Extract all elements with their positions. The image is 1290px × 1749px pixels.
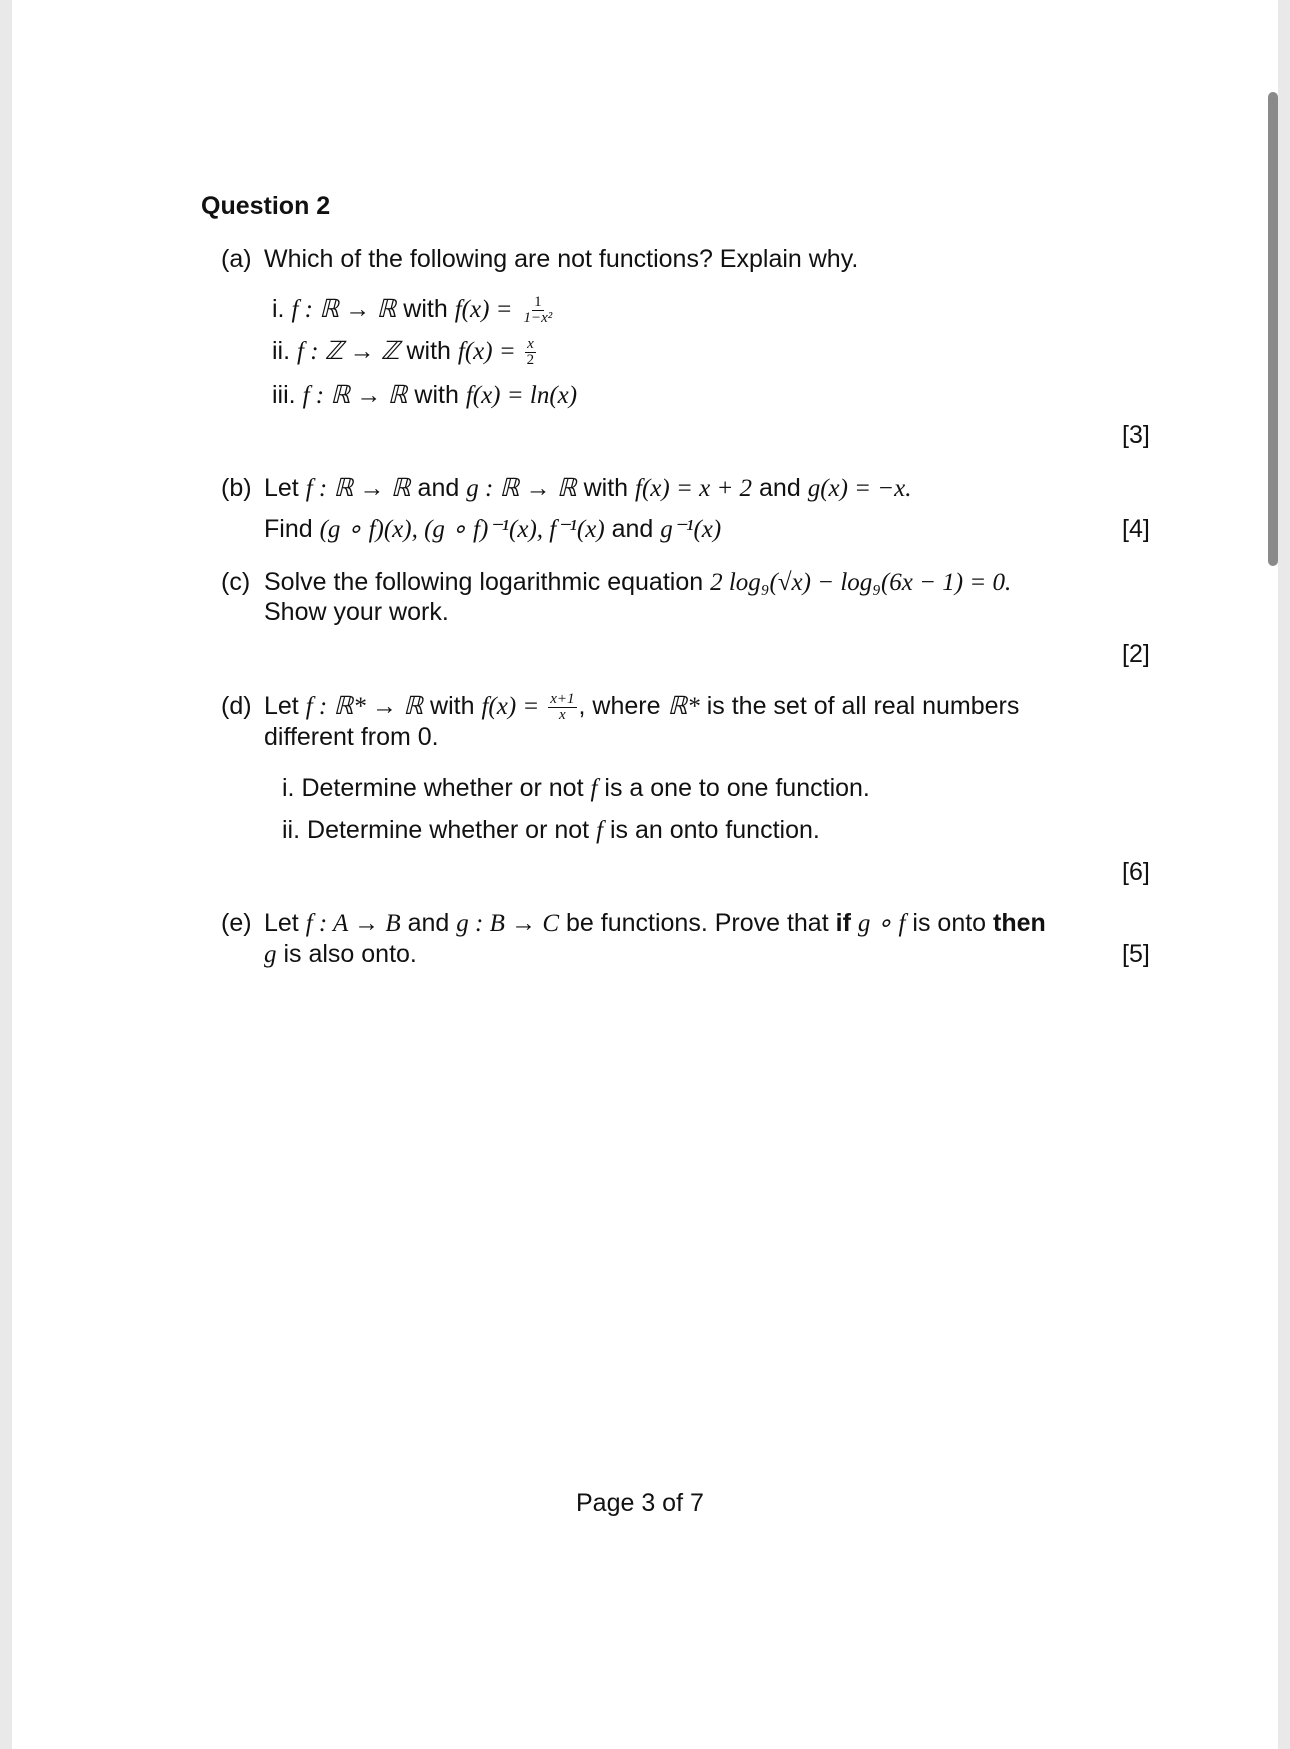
word: is also onto. (283, 940, 417, 968)
item-number: ii. (272, 337, 291, 365)
part-d-line-1 (264, 691, 1019, 723)
math: g : ℝ → ℝ (466, 475, 577, 502)
part-a-item-2 (272, 336, 538, 368)
part-a-label: (a) (221, 245, 252, 273)
word: with (430, 692, 475, 720)
part-d-label: (d) (221, 692, 252, 720)
math: (g ∘ f)(x), (g ∘ f)⁻¹(x), f⁻¹(x) (319, 516, 605, 543)
math: g (264, 941, 277, 968)
part-b-line-2 (264, 514, 721, 545)
part-c-label: (c) (221, 568, 251, 596)
part-a-text: Which of the following are not functions? Explain why. (264, 245, 859, 273)
math: f(x) = ln(x) (465, 382, 578, 409)
math: f(x) = x + 2 (635, 475, 753, 502)
math: f : A → B (305, 910, 401, 937)
math: 2 log₉(√x) − log₉(6x − 1) = 0. (710, 569, 1012, 596)
part-d-item-2 (282, 815, 820, 846)
math: f(x) = (454, 296, 513, 323)
part-e-marks: [5] (1122, 940, 1150, 968)
fraction-numerator: 1 (534, 293, 542, 310)
word: be functions. Prove that (566, 909, 829, 937)
word: Solve the following logarithmic equation (264, 568, 704, 596)
fraction (525, 337, 537, 368)
bold-word: then (993, 909, 1046, 937)
document-page (12, 0, 1278, 1749)
part-e-line-1 (264, 908, 1046, 939)
fraction-numerator: x (527, 335, 534, 352)
part-c-line-1 (264, 567, 1011, 598)
math: f(x) = (457, 338, 516, 365)
item-number: i. (282, 774, 295, 802)
part-d-marks: [6] (1122, 858, 1150, 886)
part-a-item-1 (272, 294, 556, 326)
word: Let (264, 909, 299, 937)
word: Let (264, 474, 299, 502)
part-a-marks: [3] (1122, 421, 1150, 449)
fraction-denominator: 1−x² (523, 309, 553, 326)
part-c-line-2: Show your work. (264, 598, 449, 626)
word: Let (264, 692, 299, 720)
bold-word: if (835, 909, 851, 937)
part-b-label: (b) (221, 474, 252, 502)
math: g⁻¹(x) (660, 516, 722, 543)
word: is the set of all real numbers (706, 692, 1020, 720)
question-title: Question 2 (201, 192, 331, 220)
math: f : ℝ → ℝ (305, 475, 411, 502)
part-b-line-1 (264, 473, 912, 504)
math: g ∘ f (857, 910, 906, 937)
fraction (521, 295, 554, 326)
part-d-item-1 (282, 773, 870, 804)
scrollbar[interactable] (1268, 92, 1278, 566)
part-c-marks: [2] (1122, 640, 1150, 668)
item-number: i. (272, 295, 285, 323)
part-a-item-3 (272, 380, 577, 411)
word: Determine whether or not (307, 816, 590, 844)
word: Find (264, 515, 313, 543)
word: Determine whether or not (301, 774, 584, 802)
word: , where (578, 692, 661, 720)
word: and (407, 909, 450, 937)
math: f(x) = (481, 693, 540, 720)
math: g : B → C (456, 910, 560, 937)
fraction (548, 692, 576, 723)
page-footer: Page 3 of 7 (576, 1489, 704, 1517)
fraction-denominator: 2 (526, 351, 535, 368)
item-word: with (406, 337, 451, 365)
word: with (583, 474, 629, 502)
fraction-numerator: x+1 (550, 690, 575, 707)
math: f : ℝ → ℝ (291, 296, 397, 323)
math: f : ℝ* → ℝ (305, 693, 424, 720)
math: ℝ* (667, 693, 700, 720)
item-word: with (403, 295, 448, 323)
word: and (417, 474, 460, 502)
math: f : ℝ → ℝ (302, 382, 408, 409)
math: f (596, 817, 604, 844)
fraction-denominator: x (559, 706, 566, 723)
math: f (590, 775, 598, 802)
item-number: ii. (282, 816, 301, 844)
word: is onto (912, 909, 987, 937)
word: and (759, 474, 801, 502)
word: is a one to one function. (604, 774, 870, 802)
part-b-marks: [4] (1122, 515, 1150, 543)
part-d-line-2: different from 0. (264, 723, 439, 751)
math: f : ℤ → ℤ (297, 338, 400, 365)
item-number: iii. (272, 381, 296, 409)
word: and (611, 515, 654, 543)
part-e-label: (e) (221, 909, 252, 937)
part-e-line-2 (264, 939, 417, 970)
item-word: with (414, 381, 459, 409)
math: g(x) = −x. (807, 475, 912, 502)
word: is an onto function. (609, 816, 820, 844)
